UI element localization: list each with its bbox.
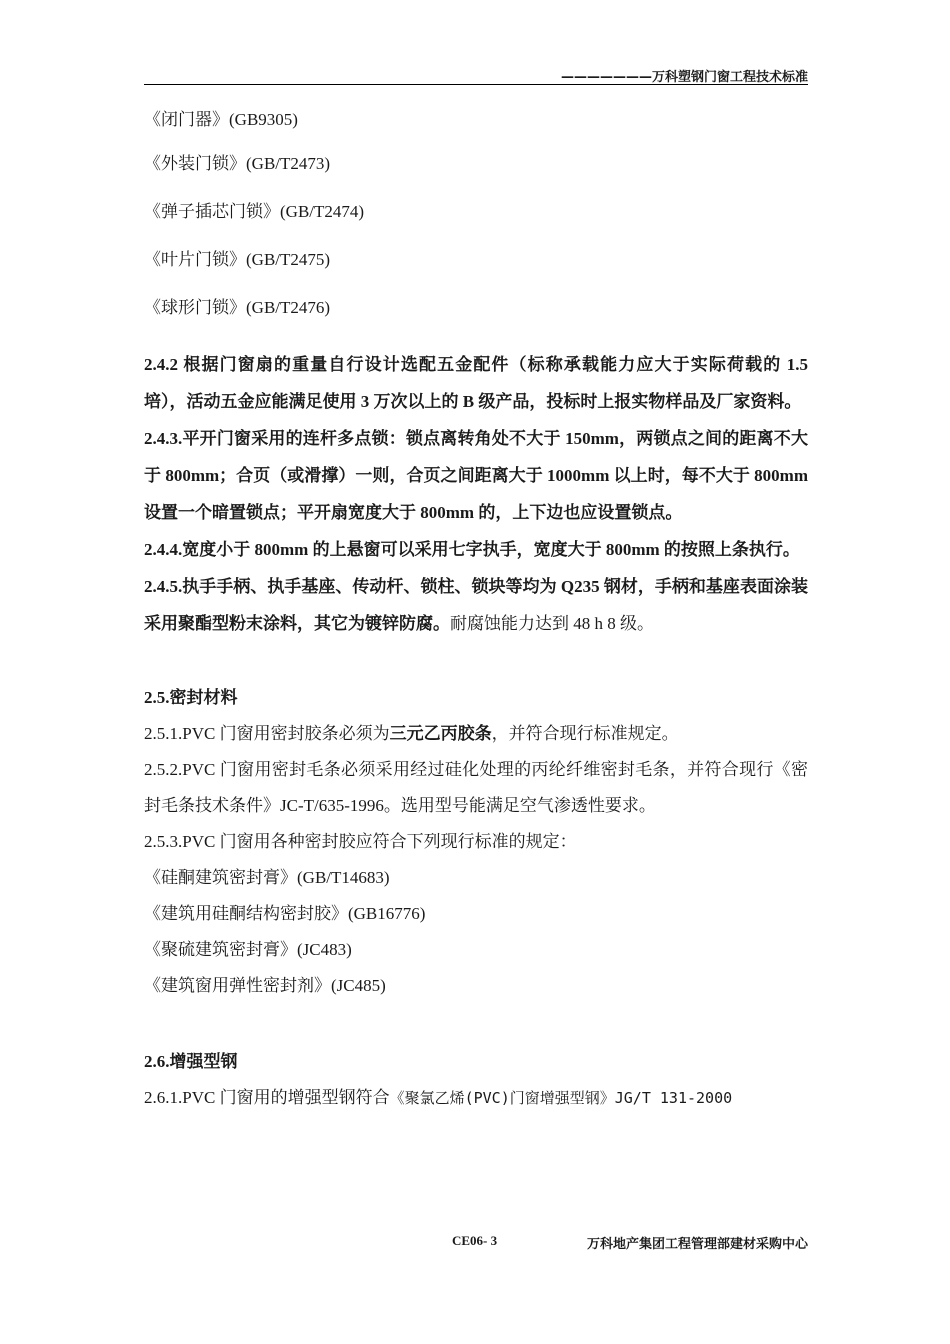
sealant-standard-item: 《硅酮建筑密封膏》(GB/T14683) (144, 868, 390, 887)
clause-2-4-5 (144, 568, 808, 642)
standard-item: 《外装门锁》(GB/T2473) (144, 154, 331, 173)
spacer (144, 642, 808, 680)
section-title-2-6: 2.6.增强型钢 (144, 1052, 238, 1071)
clause-2-5-1-emphasis: 三元乙丙胶条 (389, 724, 492, 743)
clause-2-4-5-bold: 2.4.5.执手手柄、执手基座、传动杆、锁柱、锁块等均为 Q235 钢材，手柄和基座表面涂装采用聚酯型粉末涂料，其它为镀锌防腐。 (144, 577, 808, 633)
spacer (144, 1004, 808, 1044)
header-rule (144, 84, 808, 85)
clause-2-5-2: 2.5.2.PVC 门窗用密封毛条必须采用经过硅化处理的丙纶纤维密封毛条，并符合现行《密封毛条技术条件》JC-T/635-1996。选用型号能满足空气渗透性要求。 (144, 760, 808, 815)
clause-2-6-1-text: 2.6.1.PVC 门窗用的增强型钢符合 (144, 1088, 390, 1107)
standard-item: 《弹子插芯门锁》(GB/T2474) (144, 202, 365, 221)
sealant-standard-item: 《建筑窗用弹性密封剂》(JC485) (144, 976, 386, 995)
footer-organization: 万科地产集团工程管理部建材采购中心 (586, 1237, 808, 1252)
clause-2-6-1 (144, 1080, 808, 1116)
standard-item: 《闭门器》(GB9305) (144, 110, 298, 129)
clause-2-4-4: 2.4.4.宽度小于 800mm 的上悬窗可以采用七字执手，宽度大于 800mm 的按照上条执行。 (144, 540, 800, 559)
clause-2-4-3: 2.4.3.平开门窗采用的连杆多点锁：锁点离转角处不大于 150mm，两锁点之间的距离不大于 800mm；合页（或滑撑）一则，合页之间距离大于 1000mm 以上时，每不大于 800mm 设置一个暗置锁点；平开扇宽度大于 800mm 的，上下边也应设置锁点。 (144, 429, 808, 522)
clause-2-4-5-normal: 耐腐蚀能力达到 48 h 8 级。 (450, 614, 654, 633)
document-body (144, 100, 808, 1116)
clause-2-4-2: 2.4.2 根据门窗扇的重量自行设计选配五金配件（标称承载能力应大于实际荷载的 1.5 培），活动五金应能满足使用 3 万次以上的 B 级产品，投标时上报实物样品及厂家资料。 (144, 355, 808, 411)
page-header: ———————万科塑钢门窗工程技术标准 (560, 70, 808, 85)
clause-2-5-1-tail: ，并符合现行标准规定。 (491, 724, 679, 743)
clause-2-5-1-text: 2.5.1.PVC 门窗用密封胶条必须为 (144, 724, 390, 743)
clause-2-6-1-standard: 《聚氯乙烯(PVC)门窗增强型钢》JG/T 131-2000 (389, 1089, 733, 1107)
clause-2-5-1 (144, 716, 808, 752)
sealant-standard-item: 《建筑用硅酮结构密封胶》(GB16776) (144, 904, 426, 923)
page-code: CE06- 3 (452, 1233, 498, 1248)
standard-item: 《叶片门锁》(GB/T2475) (144, 250, 331, 269)
standard-item: 《球形门锁》(GB/T2476) (144, 298, 331, 317)
clause-2-5-3: 2.5.3.PVC 门窗用各种密封胶应符合下列现行标准的规定： (144, 832, 577, 851)
sealant-standard-item: 《聚硫建筑密封膏》(JC483) (144, 940, 352, 959)
section-title-2-5: 2.5.密封材料 (144, 688, 238, 707)
